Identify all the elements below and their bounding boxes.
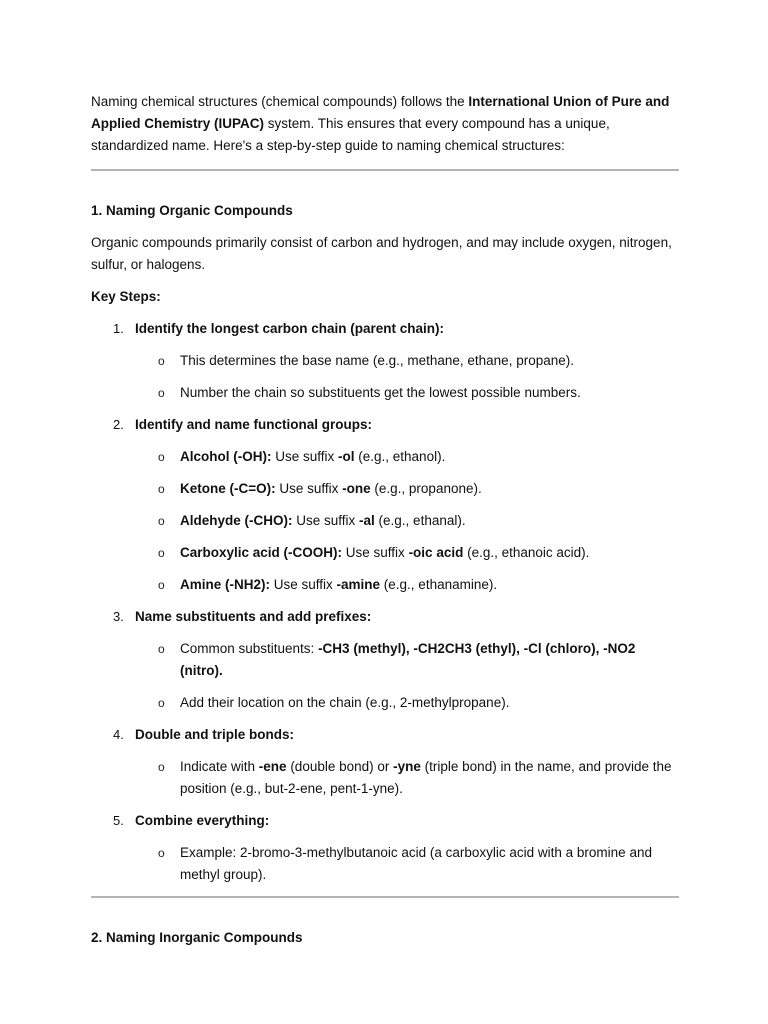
suffix-bold: -ol xyxy=(338,449,355,464)
substep-text: Indicate with xyxy=(180,759,259,774)
step-title: Identify and name functional groups: xyxy=(135,417,373,432)
horizontal-rule xyxy=(91,896,679,898)
yne-bold: -yne xyxy=(393,759,421,774)
substep-text: (e.g., propanone). xyxy=(370,481,482,496)
bullet-icon: o xyxy=(158,514,165,528)
step-number: 1. xyxy=(113,321,124,336)
substep-text: Use suffix xyxy=(270,577,337,592)
substep-text: Add their location on the chain (e.g., 2-methylpropane). xyxy=(180,695,510,710)
step-heading xyxy=(91,606,679,628)
step-number: 4. xyxy=(113,727,124,742)
suffix-bold: -amine xyxy=(336,577,381,592)
substep-list xyxy=(91,756,679,800)
substep-item xyxy=(91,382,679,404)
section-description: Organic compounds primarily consist of carbon and hydrogen, and may include oxygen, nitrogen, sulfur, or halogens. xyxy=(91,235,672,272)
substep-list xyxy=(91,446,679,596)
substep-item xyxy=(91,692,679,714)
step-item xyxy=(91,606,679,714)
bullet-icon: o xyxy=(158,546,165,560)
step-number: 5. xyxy=(113,813,124,828)
substep-text: (triple bond) in the name, and provide the position (e.g., but-2-ene, pent-1-yne). xyxy=(180,759,672,796)
suffix-bold: -one xyxy=(342,481,371,496)
functional-group-name: Amine (-NH2): xyxy=(180,577,270,592)
ene-bold: -ene xyxy=(258,759,287,774)
functional-group-name: Ketone (-C=O): xyxy=(180,481,276,496)
substep-list xyxy=(91,638,679,714)
step-title: Name substituents and add prefixes: xyxy=(135,609,372,624)
step-item xyxy=(91,810,679,886)
step-item xyxy=(91,414,679,596)
step-heading xyxy=(91,810,679,832)
substep-text: (e.g., ethanamine). xyxy=(380,577,498,592)
steps-list xyxy=(91,318,679,886)
bullet-icon: o xyxy=(158,578,165,592)
bullet-icon: o xyxy=(158,696,165,710)
substep-list xyxy=(91,842,679,886)
substep-text: Example: 2-bromo-3-methylbutanoic acid (a carboxylic acid with a bromine and methyl group). xyxy=(180,845,652,882)
bullet-icon: o xyxy=(158,386,165,400)
section-heading-organic: 1. Naming Organic Compounds xyxy=(91,203,293,218)
step-heading xyxy=(91,724,679,746)
substep-text: (e.g., ethanol). xyxy=(354,449,446,464)
functional-group-name: Alcohol (-OH): xyxy=(180,449,272,464)
bullet-icon: o xyxy=(158,642,165,656)
substep-item xyxy=(91,478,679,500)
bullet-icon: o xyxy=(158,760,165,774)
horizontal-rule xyxy=(91,169,679,171)
step-heading xyxy=(91,414,679,436)
bullet-icon: o xyxy=(158,354,165,368)
functional-group-name: Aldehyde (-CHO): xyxy=(180,513,293,528)
substep-item xyxy=(91,542,679,564)
step-item xyxy=(91,724,679,800)
step-number: 2. xyxy=(113,417,124,432)
intro-iupac-bold: International Union of Pure and Applied Chemistry (IUPAC) xyxy=(91,94,670,131)
step-heading xyxy=(91,318,679,340)
substep-text: (double bond) or xyxy=(286,759,394,774)
substep-item xyxy=(91,446,679,468)
functional-group-name: Carboxylic acid (-COOH): xyxy=(180,545,343,560)
substep-text: Use suffix xyxy=(275,481,343,496)
substep-text: (e.g., ethanoic acid). xyxy=(463,545,590,560)
step-title: Identify the longest carbon chain (parent chain): xyxy=(135,321,445,336)
intro-paragraph xyxy=(91,91,679,157)
section-heading-inorganic: 2. Naming Inorganic Compounds xyxy=(91,930,303,945)
step-item xyxy=(91,318,679,404)
substep-item xyxy=(91,574,679,596)
intro-text-end: system. This ensures that every compound has a unique, standardized name. Here's a step-by-step guide to naming chemical structures: xyxy=(91,116,610,153)
suffix-bold: -al xyxy=(359,513,375,528)
substep-text: Number the chain so substituents get the lowest possible numbers. xyxy=(180,385,581,400)
step-title: Combine everything: xyxy=(135,813,270,828)
intro-text: Naming chemical structures (chemical compounds) follows the xyxy=(91,94,469,109)
suffix-bold: -oic acid xyxy=(408,545,464,560)
substep-text: Use suffix xyxy=(271,449,339,464)
key-steps-heading: Key Steps: xyxy=(91,289,161,304)
substep-item xyxy=(91,842,679,886)
bullet-icon: o xyxy=(158,450,165,464)
substep-list xyxy=(91,350,679,404)
substep-item xyxy=(91,510,679,532)
substep-text: Common substituents: xyxy=(180,641,319,656)
bullet-icon: o xyxy=(158,846,165,860)
substituents-bold: -CH3 (methyl), -CH2CH3 (ethyl), -Cl (chloro), -NO2 (nitro). xyxy=(180,641,636,678)
step-number: 3. xyxy=(113,609,124,624)
substep-text: This determines the base name (e.g., methane, ethane, propane). xyxy=(180,353,574,368)
substep-text: Use suffix xyxy=(292,513,360,528)
substep-item xyxy=(91,756,679,800)
substep-text: Use suffix xyxy=(342,545,409,560)
substep-item xyxy=(91,638,679,682)
substep-text: (e.g., ethanal). xyxy=(374,513,466,528)
bullet-icon: o xyxy=(158,482,165,496)
step-title: Double and triple bonds: xyxy=(135,727,294,742)
substep-item xyxy=(91,350,679,372)
document-content xyxy=(91,91,679,959)
